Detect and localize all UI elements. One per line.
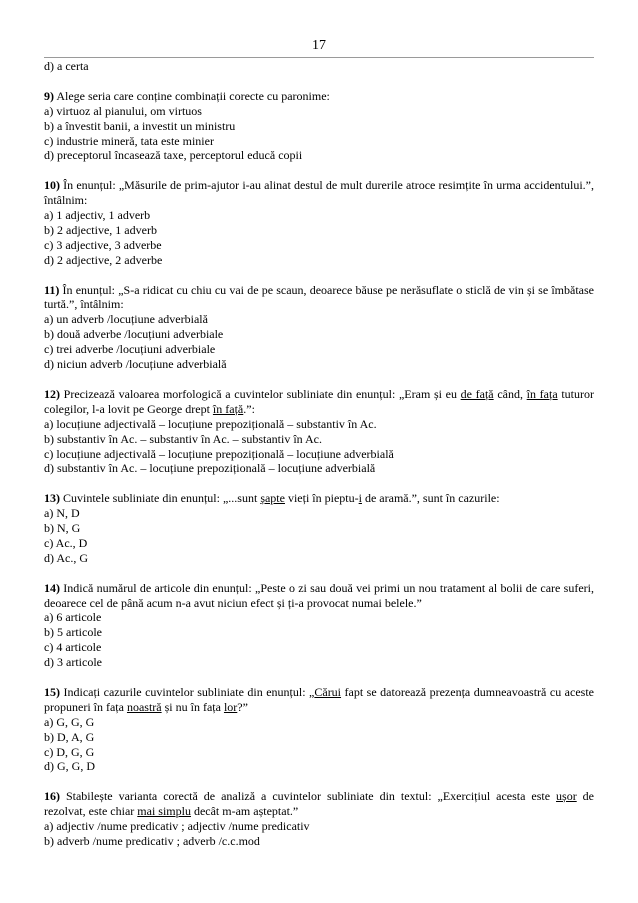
underlined-word: mai simplu xyxy=(137,804,191,819)
answer-option: b) a învestit banii, a investit un ministru xyxy=(44,118,236,133)
answer-option: c) locuțiune adjectivală – locuțiune prepozițională – locuțiune adverbială xyxy=(44,446,394,461)
page-number: 17 xyxy=(312,38,326,53)
underlined-word: de față xyxy=(460,386,494,401)
question-text-segment: Cuvintele subliniate din enunțul: „...sunt xyxy=(60,491,261,506)
question-block xyxy=(44,685,594,774)
question-text-segment: În enunțul: „Măsurile de prim-ajutor i-au alinat destul de mult durerile atroce resimțite în urma accidentului.”, întâlnim: xyxy=(44,178,594,208)
answer-option: c) trei adverbe /locuțiuni adverbiale xyxy=(44,342,216,357)
question-text-segment: fapt se datorează prezența dumneavoastră cu aceste propuneri în fața xyxy=(44,684,594,714)
answer-option: a) N, D xyxy=(44,506,80,521)
answer-option: a) 6 articole xyxy=(44,610,102,625)
question-text-segment: când, xyxy=(493,386,527,401)
question-text-segment: și nu în fața xyxy=(161,699,224,714)
question-text xyxy=(44,491,594,506)
question-text xyxy=(44,283,594,313)
question-text-segment: În enunțul: „S-a ridicat cu chiu cu vai de pe scaun, deoarece băuse pe nerăsuflate o sticlă de vin și se îmbătase turtă.”, întâlnim: xyxy=(44,282,594,312)
question-number: 9) xyxy=(44,88,54,103)
answer-option: a) adjectiv /nume predicativ ; adjectiv /nume predicativ xyxy=(44,819,310,834)
question-text-segment: Indicați cazurile cuvintelor subliniate din enunțul: „ xyxy=(60,684,315,699)
header-rule xyxy=(44,57,594,58)
answer-option: b) 5 articole xyxy=(44,625,102,640)
underlined-word: șapte xyxy=(260,491,285,506)
answer-option: a) locuțiune adjectivală – locuțiune prepozițională – substantiv în Ac. xyxy=(44,416,377,431)
question-block xyxy=(44,89,594,164)
question-text-segment: Stabilește varianta corectă de analiză a cuvintelor subliniate din textul: „Exercițiul acesta este xyxy=(60,789,557,804)
question-text-segment: Alege seria care conține combinații corecte cu paronime: xyxy=(54,88,330,103)
question-block xyxy=(44,283,594,372)
answer-option: b) 2 adjective, 1 adverb xyxy=(44,222,157,237)
answer-option: a) virtuoz al pianului, om virtuos xyxy=(44,103,202,118)
question-text xyxy=(44,387,594,417)
answer-option: d) niciun adverb /locuțiune adverbială xyxy=(44,357,227,372)
underlined-word: Cărui xyxy=(314,684,342,699)
answer-option: d) substantiv în Ac. – locuțiune prepozițională – locuțiune adverbială xyxy=(44,461,376,476)
answer-option: d) Ac., G xyxy=(44,550,88,565)
answer-option: d) 3 articole xyxy=(44,655,102,670)
question-number: 14) xyxy=(44,580,60,595)
question-number: 12) xyxy=(44,386,60,401)
question-text-segment: vieți în pieptu- xyxy=(284,491,359,506)
question-text xyxy=(44,685,594,715)
question-number: 11) xyxy=(44,282,60,297)
question-text-segment: tuturor colegilor, l-a lovit pe George drept xyxy=(44,386,594,416)
answer-option: b) substantiv în Ac. – substantiv în Ac. – substantiv în Ac. xyxy=(44,431,322,446)
question-text-segment: ?” xyxy=(237,699,248,714)
answer-option: d) G, G, D xyxy=(44,759,95,774)
answer-option: b) N, G xyxy=(44,521,81,536)
leading-option: d) a certa xyxy=(44,59,89,73)
question-text-segment: decât m-am așteptat.” xyxy=(190,804,299,819)
underlined-word: noastră xyxy=(126,699,162,714)
question-list xyxy=(44,89,594,849)
underlined-word: lor xyxy=(223,699,238,714)
answer-option: c) 3 adjective, 3 adverbe xyxy=(44,237,162,252)
underlined-word: în față xyxy=(212,401,244,416)
answer-option: b) două adverbe /locuțiuni adverbiale xyxy=(44,327,224,342)
question-block xyxy=(44,178,594,267)
question-block xyxy=(44,789,594,849)
question-number: 13) xyxy=(44,491,60,506)
question-block xyxy=(44,387,594,476)
underlined-word: ușor xyxy=(556,789,577,804)
question-text-segment: Indică numărul de articole din enunțul: „Peste o zi sau două vei primi un nou tratament al bolii de care suferi, deoarece cel de până acum n-a avut niciun efect și ți-a provocat numai belele.” xyxy=(44,580,594,610)
answer-option: a) 1 adjectiv, 1 adverb xyxy=(44,208,151,223)
question-text xyxy=(44,581,594,611)
question-block xyxy=(44,581,594,670)
question-text xyxy=(44,789,594,819)
answer-option: c) industrie mineră, tata este minier xyxy=(44,133,214,148)
answer-option: b) D, A, G xyxy=(44,729,95,744)
question-text-segment: de aramă.”, sunt în cazurile: xyxy=(361,491,500,506)
question-text-segment: de rezolvat, este chiar xyxy=(44,789,594,819)
question-text xyxy=(44,89,594,104)
question-text-segment: Precizează valoarea morfologică a cuvintelor subliniate din enunțul: „Eram și eu xyxy=(60,386,461,401)
answer-option: d) 2 adjective, 2 adverbe xyxy=(44,252,163,267)
question-number: 10) xyxy=(44,178,60,193)
answer-option: a) un adverb /locuțiune adverbială xyxy=(44,312,208,327)
underlined-word: în fața xyxy=(526,386,558,401)
answer-option: c) D, G, G xyxy=(44,744,95,759)
question-text xyxy=(44,178,594,208)
answer-option: c) Ac., D xyxy=(44,535,88,550)
question-number: 16) xyxy=(44,789,60,804)
question-block xyxy=(44,491,594,566)
answer-option: d) preceptorul încasează taxe, perceptorul educă copii xyxy=(44,148,303,163)
answer-option: c) 4 articole xyxy=(44,640,102,655)
underlined-word: i xyxy=(358,491,362,506)
answer-option: a) G, G, G xyxy=(44,714,95,729)
question-number: 15) xyxy=(44,684,60,699)
question-text-segment: .”: xyxy=(243,401,255,416)
answer-option: b) adverb /nume predicativ ; adverb /c.c.mod xyxy=(44,834,260,848)
